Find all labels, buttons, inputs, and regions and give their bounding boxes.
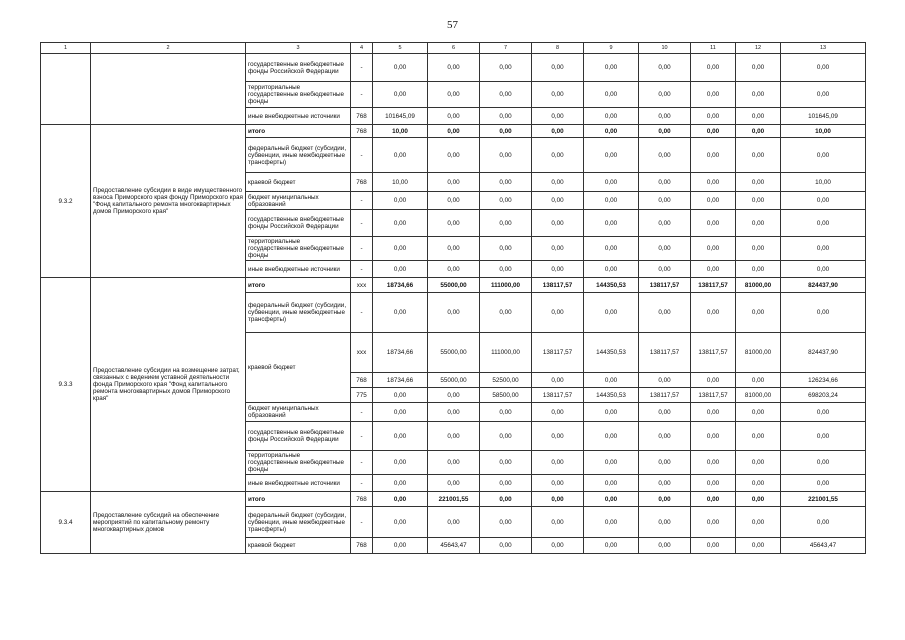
budget-table: [40, 42, 866, 554]
amount-cell: 0,00: [691, 293, 736, 333]
amount-cell: 0,00: [639, 192, 691, 210]
amount-cell: 0,00: [736, 108, 781, 125]
amount-cell: 0,00: [639, 451, 691, 475]
amount-cell: 0,00: [691, 210, 736, 237]
amount-cell: 0,00: [480, 54, 532, 82]
funding-source: государственные внебюджетные фонды Российской Федерации: [246, 422, 351, 451]
table-row: [41, 492, 866, 507]
amount-cell: 0,00: [428, 54, 480, 82]
amount-cell: 0,00: [373, 403, 428, 422]
header-cell: 6: [428, 43, 480, 54]
amount-cell: 0,00: [639, 422, 691, 451]
amount-cell: 18734,66: [373, 373, 428, 388]
amount-cell: 111000,00: [480, 333, 532, 373]
amount-cell: 0,00: [639, 261, 691, 278]
total-cell: 0,00: [781, 293, 866, 333]
budget-code: -: [351, 451, 373, 475]
amount-cell: 0,00: [480, 261, 532, 278]
funding-source: бюджет муниципальных образований: [246, 192, 351, 210]
amount-cell: 0,00: [373, 192, 428, 210]
amount-cell: 0,00: [428, 507, 480, 538]
amount-cell: 0,00: [532, 210, 584, 237]
amount-cell: 0,00: [691, 108, 736, 125]
amount-cell: 0,00: [532, 422, 584, 451]
amount-cell: 0,00: [639, 403, 691, 422]
budget-code: 768: [351, 373, 373, 388]
funding-source: итого: [246, 125, 351, 138]
amount-cell: 138117,57: [691, 278, 736, 293]
amount-cell: 138117,57: [691, 333, 736, 373]
budget-code: -: [351, 261, 373, 278]
amount-cell: 0,00: [532, 261, 584, 278]
amount-cell: 0,00: [480, 82, 532, 108]
funding-source: федеральный бюджет (субсидии, субвенции, иные межбюджетные трансферты): [246, 507, 351, 538]
amount-cell: 144350,53: [584, 333, 639, 373]
amount-cell: 0,00: [691, 492, 736, 507]
amount-cell: 138117,57: [691, 388, 736, 403]
budget-code: 768: [351, 492, 373, 507]
budget-code: -: [351, 293, 373, 333]
total-cell: 0,00: [781, 403, 866, 422]
total-cell: 824437,90: [781, 278, 866, 293]
funding-source: иные внебюджетные источники: [246, 475, 351, 492]
amount-cell: 0,00: [639, 538, 691, 554]
amount-cell: 0,00: [480, 538, 532, 554]
amount-cell: 0,00: [480, 293, 532, 333]
amount-cell: 0,00: [639, 507, 691, 538]
amount-cell: 0,00: [584, 210, 639, 237]
amount-cell: 18734,66: [373, 333, 428, 373]
budget-code: -: [351, 82, 373, 108]
amount-cell: 0,00: [480, 451, 532, 475]
total-cell: 0,00: [781, 261, 866, 278]
amount-cell: 0,00: [736, 237, 781, 261]
amount-cell: 0,00: [428, 451, 480, 475]
header-cell: 1: [41, 43, 91, 54]
section-name: Предоставление субсидии в виде имущественного взноса Приморского края фонду Приморского края "Фонд капитального ремонта многоквартирных домов Приморского края": [91, 125, 246, 278]
total-cell: 0,00: [781, 192, 866, 210]
amount-cell: 0,00: [584, 82, 639, 108]
budget-code: 768: [351, 173, 373, 192]
amount-cell: 0,00: [373, 475, 428, 492]
amount-cell: 0,00: [736, 403, 781, 422]
amount-cell: 0,00: [373, 388, 428, 403]
amount-cell: 0,00: [639, 82, 691, 108]
amount-cell: 0,00: [428, 237, 480, 261]
amount-cell: 0,00: [736, 125, 781, 138]
funding-source: краевой бюджет: [246, 538, 351, 554]
funding-source: территориальные государственные внебюджетные фонды: [246, 82, 351, 108]
section-number: 9.3.2: [41, 125, 91, 278]
amount-cell: 0,00: [639, 373, 691, 388]
amount-cell: 0,00: [532, 492, 584, 507]
amount-cell: 0,00: [691, 173, 736, 192]
amount-cell: 144350,53: [584, 388, 639, 403]
section-name: [91, 54, 246, 125]
amount-cell: 0,00: [736, 82, 781, 108]
amount-cell: 0,00: [584, 261, 639, 278]
amount-cell: 0,00: [373, 538, 428, 554]
table-row: [41, 278, 866, 293]
budget-code: -: [351, 475, 373, 492]
amount-cell: 0,00: [532, 173, 584, 192]
amount-cell: 0,00: [428, 125, 480, 138]
amount-cell: 0,00: [584, 403, 639, 422]
amount-cell: 0,00: [584, 373, 639, 388]
header-cell: 11: [691, 43, 736, 54]
budget-code: ххх: [351, 333, 373, 373]
header-cell: 2: [91, 43, 246, 54]
amount-cell: 52500,00: [480, 373, 532, 388]
amount-cell: 0,00: [428, 82, 480, 108]
amount-cell: 0,00: [373, 210, 428, 237]
budget-code: 768: [351, 538, 373, 554]
total-cell: 0,00: [781, 422, 866, 451]
amount-cell: 0,00: [736, 475, 781, 492]
amount-cell: 0,00: [639, 475, 691, 492]
amount-cell: 0,00: [691, 451, 736, 475]
amount-cell: 0,00: [584, 54, 639, 82]
total-cell: 0,00: [781, 507, 866, 538]
amount-cell: 0,00: [584, 192, 639, 210]
amount-cell: 0,00: [480, 125, 532, 138]
amount-cell: 0,00: [736, 492, 781, 507]
amount-cell: 0,00: [584, 538, 639, 554]
amount-cell: 0,00: [584, 173, 639, 192]
amount-cell: 0,00: [532, 192, 584, 210]
amount-cell: 0,00: [639, 210, 691, 237]
amount-cell: 0,00: [584, 507, 639, 538]
header-cell: 3: [246, 43, 351, 54]
amount-cell: 0,00: [691, 507, 736, 538]
amount-cell: 0,00: [639, 237, 691, 261]
budget-code: 768: [351, 108, 373, 125]
amount-cell: 138117,57: [639, 388, 691, 403]
amount-cell: 0,00: [639, 293, 691, 333]
amount-cell: 0,00: [373, 492, 428, 507]
funding-source: федеральный бюджет (субсидии, субвенции, иные межбюджетные трансферты): [246, 138, 351, 173]
amount-cell: 101645,09: [373, 108, 428, 125]
page-number: 57: [447, 19, 458, 31]
amount-cell: 0,00: [428, 293, 480, 333]
amount-cell: 81000,00: [736, 333, 781, 373]
amount-cell: 0,00: [691, 403, 736, 422]
header-row: [41, 43, 866, 54]
amount-cell: 0,00: [691, 261, 736, 278]
amount-cell: 138117,57: [639, 278, 691, 293]
amount-cell: 0,00: [480, 422, 532, 451]
amount-cell: 0,00: [691, 82, 736, 108]
amount-cell: 0,00: [480, 108, 532, 125]
total-cell: 126234,66: [781, 373, 866, 388]
amount-cell: 0,00: [480, 173, 532, 192]
amount-cell: 0,00: [532, 293, 584, 333]
budget-code: -: [351, 507, 373, 538]
amount-cell: 138117,57: [639, 333, 691, 373]
amount-cell: 0,00: [736, 210, 781, 237]
funding-source: итого: [246, 492, 351, 507]
amount-cell: 0,00: [584, 451, 639, 475]
funding-source: краевой бюджет: [246, 333, 351, 403]
amount-cell: 0,00: [532, 108, 584, 125]
budget-code: -: [351, 403, 373, 422]
budget-code: -: [351, 422, 373, 451]
amount-cell: 0,00: [691, 192, 736, 210]
header-cell: 5: [373, 43, 428, 54]
total-cell: 0,00: [781, 54, 866, 82]
budget-code: -: [351, 210, 373, 237]
amount-cell: 0,00: [736, 192, 781, 210]
amount-cell: 0,00: [373, 422, 428, 451]
funding-source: территориальные государственные внебюджетные фонды: [246, 451, 351, 475]
amount-cell: 0,00: [736, 507, 781, 538]
amount-cell: 0,00: [532, 538, 584, 554]
amount-cell: 0,00: [584, 138, 639, 173]
amount-cell: 0,00: [736, 138, 781, 173]
section-name: Предоставление субсидии на возмещение затрат, связанных с ведением уставной деятельности фонда Приморского края "Фонд капитального ремонта многоквартирных домов Приморского края": [91, 278, 246, 492]
funding-source: краевой бюджет: [246, 173, 351, 192]
amount-cell: 138117,57: [532, 333, 584, 373]
amount-cell: 0,00: [584, 492, 639, 507]
amount-cell: 0,00: [532, 54, 584, 82]
amount-cell: 0,00: [428, 173, 480, 192]
amount-cell: 138117,57: [532, 388, 584, 403]
amount-cell: 0,00: [480, 210, 532, 237]
header-cell: 13: [781, 43, 866, 54]
table-row: [41, 125, 866, 138]
budget-code: -: [351, 138, 373, 173]
funding-source: государственные внебюджетные фонды Российской Федерации: [246, 210, 351, 237]
amount-cell: 0,00: [584, 422, 639, 451]
amount-cell: 81000,00: [736, 388, 781, 403]
header-cell: 7: [480, 43, 532, 54]
amount-cell: 0,00: [373, 237, 428, 261]
amount-cell: 0,00: [736, 538, 781, 554]
amount-cell: 0,00: [736, 293, 781, 333]
amount-cell: 58500,00: [480, 388, 532, 403]
amount-cell: 0,00: [480, 138, 532, 173]
amount-cell: 0,00: [532, 403, 584, 422]
amount-cell: 0,00: [428, 388, 480, 403]
amount-cell: 0,00: [736, 422, 781, 451]
amount-cell: 0,00: [532, 507, 584, 538]
amount-cell: 0,00: [584, 237, 639, 261]
header-cell: 12: [736, 43, 781, 54]
amount-cell: 0,00: [639, 125, 691, 138]
amount-cell: 10,00: [373, 173, 428, 192]
amount-cell: 0,00: [480, 475, 532, 492]
amount-cell: 0,00: [532, 451, 584, 475]
amount-cell: 0,00: [532, 125, 584, 138]
total-cell: 824437,90: [781, 333, 866, 373]
amount-cell: 0,00: [480, 403, 532, 422]
amount-cell: 0,00: [532, 475, 584, 492]
funding-source: бюджет муниципальных образований: [246, 403, 351, 422]
budget-code: 775: [351, 388, 373, 403]
amount-cell: 0,00: [639, 108, 691, 125]
amount-cell: 0,00: [691, 422, 736, 451]
budget-code: -: [351, 192, 373, 210]
total-cell: 0,00: [781, 82, 866, 108]
amount-cell: 0,00: [373, 82, 428, 108]
amount-cell: 0,00: [691, 237, 736, 261]
section-number: 9.3.4: [41, 492, 91, 554]
amount-cell: 0,00: [532, 373, 584, 388]
amount-cell: 0,00: [736, 373, 781, 388]
total-cell: 0,00: [781, 138, 866, 173]
header-cell: 9: [584, 43, 639, 54]
amount-cell: 0,00: [584, 293, 639, 333]
amount-cell: 0,00: [639, 54, 691, 82]
amount-cell: 0,00: [428, 108, 480, 125]
amount-cell: 55000,00: [428, 333, 480, 373]
amount-cell: 45643,47: [428, 538, 480, 554]
amount-cell: 0,00: [480, 492, 532, 507]
total-cell: 10,00: [781, 173, 866, 192]
amount-cell: 221001,55: [428, 492, 480, 507]
total-cell: 698203,24: [781, 388, 866, 403]
amount-cell: 10,00: [373, 125, 428, 138]
amount-cell: 0,00: [584, 475, 639, 492]
amount-cell: 0,00: [584, 125, 639, 138]
section-number: [41, 54, 91, 125]
amount-cell: 138117,57: [532, 278, 584, 293]
total-cell: 0,00: [781, 451, 866, 475]
funding-source: иные внебюджетные источники: [246, 261, 351, 278]
table-row: [41, 54, 866, 82]
funding-source: иные внебюджетные источники: [246, 108, 351, 125]
amount-cell: 0,00: [691, 125, 736, 138]
amount-cell: 0,00: [691, 138, 736, 173]
amount-cell: 111000,00: [480, 278, 532, 293]
amount-cell: 0,00: [736, 54, 781, 82]
amount-cell: 0,00: [428, 422, 480, 451]
funding-source: территориальные государственные внебюджетные фонды: [246, 237, 351, 261]
amount-cell: 144350,53: [584, 278, 639, 293]
amount-cell: 0,00: [428, 192, 480, 210]
amount-cell: 0,00: [691, 54, 736, 82]
amount-cell: 0,00: [373, 54, 428, 82]
amount-cell: 0,00: [428, 210, 480, 237]
amount-cell: 0,00: [480, 237, 532, 261]
header-cell: 8: [532, 43, 584, 54]
amount-cell: 0,00: [691, 475, 736, 492]
amount-cell: 55000,00: [428, 373, 480, 388]
funding-source: государственные внебюджетные фонды Российской Федерации: [246, 54, 351, 82]
total-cell: 10,00: [781, 125, 866, 138]
amount-cell: 18734,66: [373, 278, 428, 293]
total-cell: 0,00: [781, 237, 866, 261]
amount-cell: 0,00: [639, 138, 691, 173]
funding-source: федеральный бюджет (субсидии, субвенции, иные межбюджетные трансферты): [246, 293, 351, 333]
amount-cell: 0,00: [373, 451, 428, 475]
budget-code: 768: [351, 125, 373, 138]
amount-cell: 0,00: [639, 492, 691, 507]
section-name: Предоставление субсидий на обеспечение мероприятий по капитальному ремонту многоквартирных домов: [91, 492, 246, 554]
amount-cell: 0,00: [373, 261, 428, 278]
amount-cell: 0,00: [736, 173, 781, 192]
total-cell: 45643,47: [781, 538, 866, 554]
amount-cell: 0,00: [639, 173, 691, 192]
amount-cell: 0,00: [584, 108, 639, 125]
section-number: 9.3.3: [41, 278, 91, 492]
amount-cell: 81000,00: [736, 278, 781, 293]
budget-code: -: [351, 237, 373, 261]
header-cell: 4: [351, 43, 373, 54]
total-cell: 221001,55: [781, 492, 866, 507]
amount-cell: 0,00: [428, 138, 480, 173]
amount-cell: 0,00: [373, 293, 428, 333]
amount-cell: 0,00: [532, 237, 584, 261]
amount-cell: 0,00: [373, 138, 428, 173]
total-cell: 0,00: [781, 210, 866, 237]
amount-cell: 0,00: [428, 403, 480, 422]
amount-cell: 0,00: [480, 192, 532, 210]
amount-cell: 55000,00: [428, 278, 480, 293]
amount-cell: 0,00: [480, 507, 532, 538]
budget-code: ххх: [351, 278, 373, 293]
amount-cell: 0,00: [736, 261, 781, 278]
amount-cell: 0,00: [428, 475, 480, 492]
total-cell: 0,00: [781, 475, 866, 492]
amount-cell: 0,00: [373, 507, 428, 538]
amount-cell: 0,00: [532, 82, 584, 108]
amount-cell: 0,00: [691, 373, 736, 388]
header-cell: 10: [639, 43, 691, 54]
amount-cell: 0,00: [691, 538, 736, 554]
amount-cell: 0,00: [736, 451, 781, 475]
budget-code: -: [351, 54, 373, 82]
amount-cell: 0,00: [428, 261, 480, 278]
total-cell: 101645,09: [781, 108, 866, 125]
amount-cell: 0,00: [532, 138, 584, 173]
funding-source: итого: [246, 278, 351, 293]
